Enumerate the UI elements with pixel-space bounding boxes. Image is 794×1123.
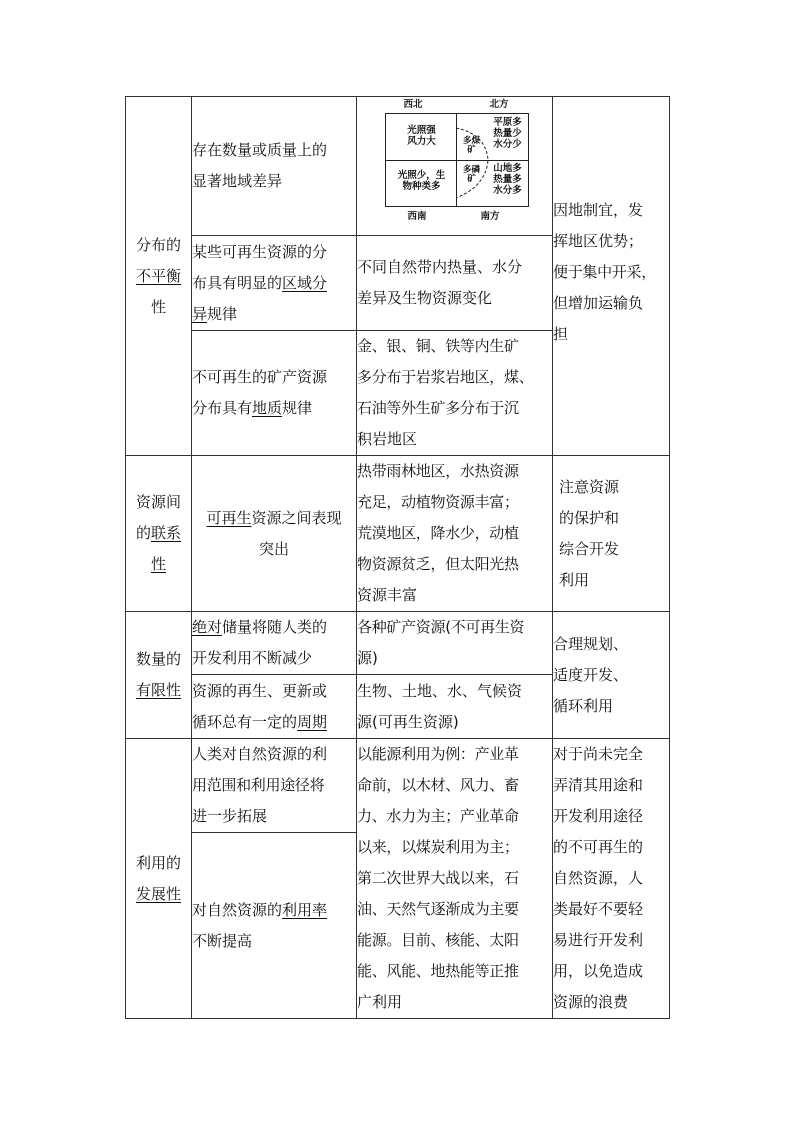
category-uneven-distribution: 分布的 不平衡 性 (126, 97, 192, 456)
feature-absolute-reserves: 绝对储量将随人类的 开发利用不断减少 (192, 612, 357, 675)
category-limited-quantity: 数量的 有限性 (126, 612, 192, 739)
coal-text: 多煤 矿 (459, 137, 485, 155)
example-renewable: 生物、土地、水、气候资 源(可再生资源) (357, 675, 553, 739)
example-minerals: 金、银、铜、铁等内生矿 多分布于岩浆岩地区，煤、 石油等外生矿多分布于沉 积岩地区 (357, 331, 553, 456)
feature-renewable-connection: 可再生资源之间表现 突出 (192, 456, 357, 612)
measure-rational-planning: 合理规划、 适度开发、 循环利用 (553, 612, 670, 739)
north-text: 平原多 热量少 水分少 (493, 117, 522, 150)
feature-utilization-rate: 对自然资源的利用率 不断提高 (192, 833, 357, 1019)
feature-renewal-cycle: 资源的再生、更新或 循环总有一定的周期 (192, 675, 357, 739)
measure-protection: 注意资源 的保护和 综合开发 利用 (553, 456, 670, 612)
measure-avoid-waste: 对于尚未完全 弄清其用途和 开发利用途径 的不可再生的 自然资源，人 类最好不要轻 易进行开发利 用，以免造成 资源的浪费 (553, 739, 670, 1019)
dashed-boundary (386, 114, 528, 206)
resource-characteristics-table (125, 96, 670, 1019)
phosphate-text: 多磷 矿 (459, 166, 485, 184)
label-north: 北方 (489, 99, 509, 110)
example-mineral-nonrenewable: 各种矿产资源(不可再生资 源) (357, 612, 553, 675)
label-southwest: 西南 (407, 211, 427, 222)
example-energy-history: 以能源利用为例：产业革 命前，以木材、风力、畜 力、水力为主；产业革命 以来，以煤炭利用为主； 第二次世界大战以来，石 油、天然气逐渐成为主要 能源。目前、核能、太阳 能、风能、地热能等正推 广利用 (357, 739, 553, 1019)
northwest-text: 光照强 风力大 (407, 125, 436, 147)
diagram-box (385, 113, 529, 207)
category-development: 利用的 发展性 (126, 739, 192, 1019)
example-rainforest-desert: 热带雨林地区，水热资源 充足，动植物资源丰富； 荒漠地区，降水少，动植 物资源贫乏，但太阳光热 资源丰富 (357, 456, 553, 612)
category-interconnection: 资源间 的联系 性 (126, 456, 192, 612)
label-south: 南方 (480, 211, 500, 222)
feature-regional-difference: 存在数量或质量上的 显著地域差异 (192, 97, 357, 236)
china-region-diagram (358, 97, 552, 232)
south-text: 山地多 热量多 水分多 (493, 163, 522, 196)
measure-local-conditions: 因地制宜，发 挥地区优势； 便于集中开采， 但增加运输负 担 (553, 97, 670, 456)
example-natural-zones: 不同自然带内热量、水分 差异及生物资源变化 (357, 236, 553, 331)
feature-expanding-use: 人类对自然资源的利 用范围和利用途径将 进一步拓展 (192, 739, 357, 833)
feature-mineral-geology: 不可再生的矿产资源 分布具有地质规律 (192, 331, 357, 456)
southwest-text: 光照少，生 物种类多 (397, 170, 446, 192)
feature-renewable-zonal: 某些可再生资源的分 布具有明显的区域分 异规律 (192, 236, 357, 331)
china-region-diagram-cell (357, 97, 553, 236)
label-northwest: 西北 (403, 99, 423, 110)
